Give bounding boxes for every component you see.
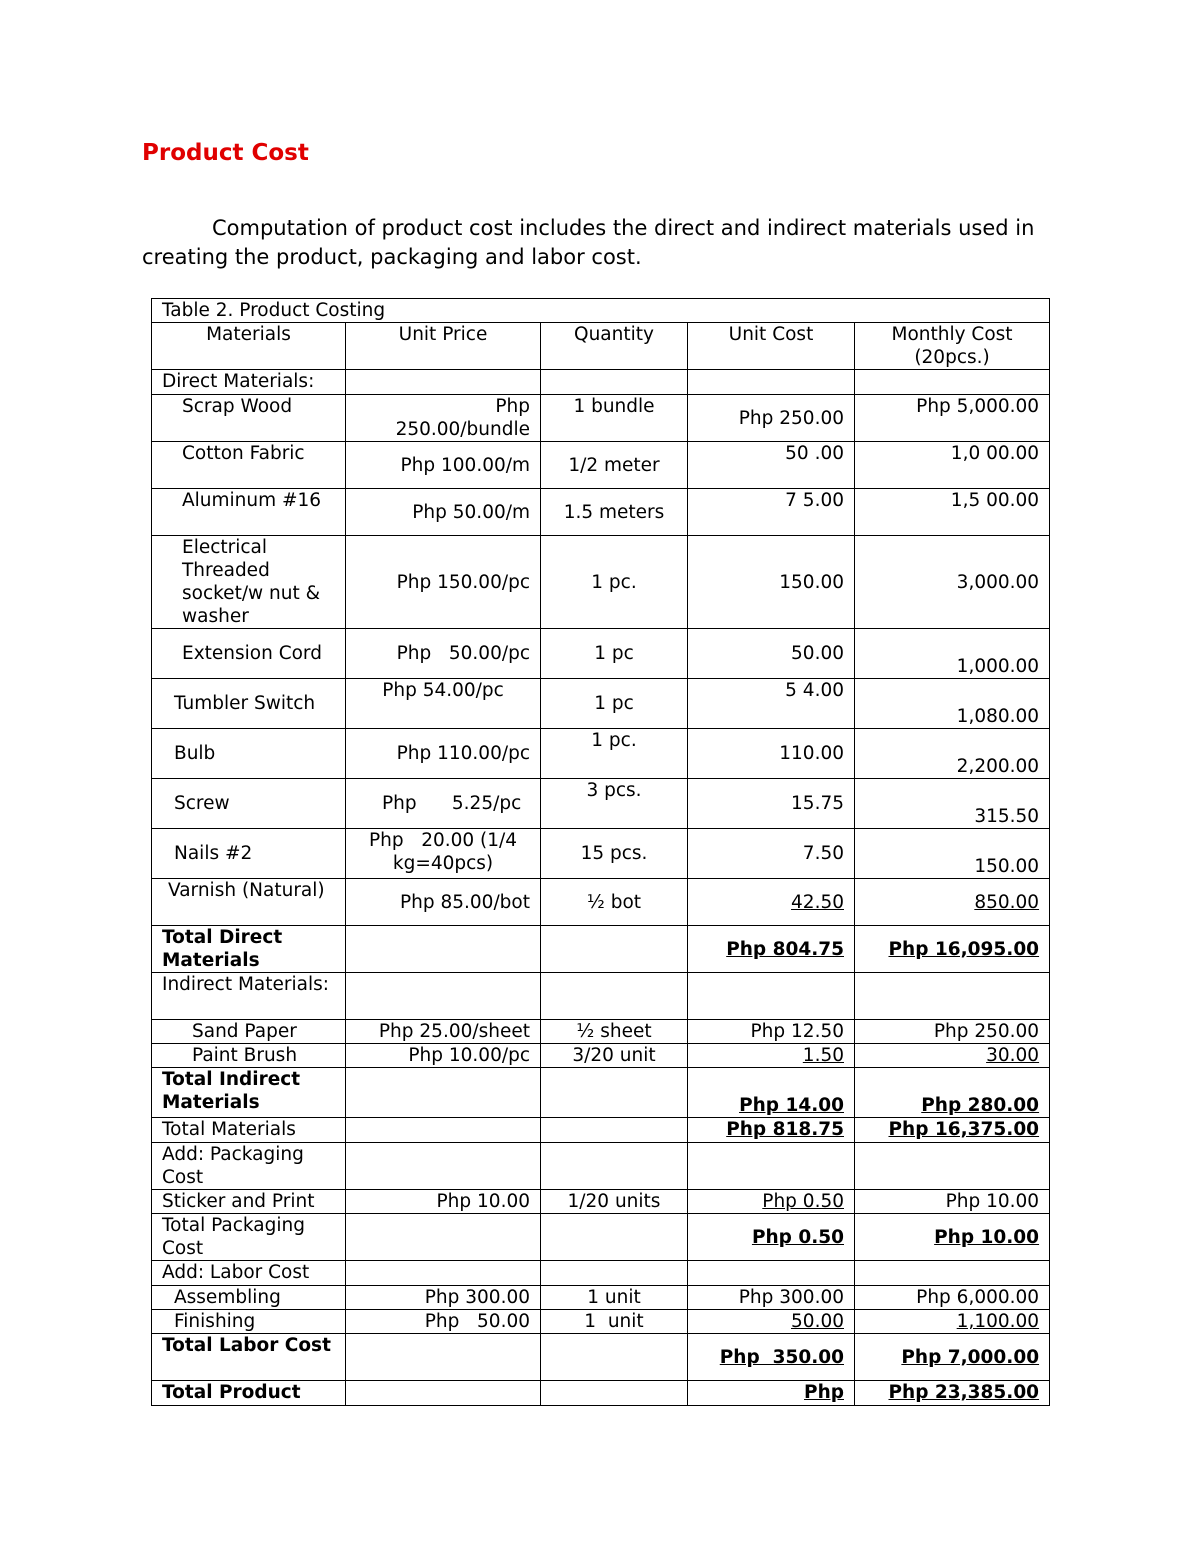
unit-price: Php 50.00/pc <box>346 629 541 679</box>
unit-price: Php 50.00 <box>346 1310 541 1334</box>
table-row <box>152 1044 1050 1068</box>
monthly-cost: 30.00 <box>855 1044 1050 1068</box>
unit-cost: 150.00 <box>688 536 855 629</box>
quantity: 3 pcs. <box>541 779 688 829</box>
table-row <box>152 679 1050 729</box>
table-row <box>152 779 1050 829</box>
total-indirect-monthly: Php 280.00 <box>855 1068 1050 1118</box>
section-direct-label: Direct Materials: <box>152 370 346 395</box>
quantity: 1 unit <box>541 1286 688 1310</box>
material-name: Scrap Wood <box>152 395 346 442</box>
table-row <box>152 1190 1050 1214</box>
table-caption: Table 2. Product Costing <box>152 299 1050 323</box>
unit-price: Php 100.00/m <box>346 442 541 489</box>
table-row <box>152 729 1050 779</box>
total-row <box>152 1068 1050 1118</box>
unit-price: Php 10.00/pc <box>346 1044 541 1068</box>
monthly-cost: Php 10.00 <box>855 1190 1050 1214</box>
unit-cost: Php 0.50 <box>688 1190 855 1214</box>
total-direct-label: Total Direct Materials <box>152 926 346 973</box>
total-labor-monthly: Php 7,000.00 <box>855 1334 1050 1381</box>
monthly-cost: Php 5,000.00 <box>855 395 1050 442</box>
unit-price: Php 5.25/pc <box>346 779 541 829</box>
unit-price: Php 250.00/bundle <box>346 395 541 442</box>
monthly-cost: 1,100.00 <box>855 1310 1050 1334</box>
unit-cost: 42.50 <box>688 879 855 926</box>
table-row <box>152 1310 1050 1334</box>
table-row <box>152 442 1050 489</box>
total-materials-label: Total Materials <box>152 1118 346 1143</box>
unit-cost: Php 12.50 <box>688 1020 855 1044</box>
page-heading: Product Cost <box>142 140 309 166</box>
section-labor-label: Add: Labor Cost <box>152 1261 346 1286</box>
header-materials: Materials <box>152 323 346 370</box>
unit-price: Php 300.00 <box>346 1286 541 1310</box>
unit-price: Php 150.00/pc <box>346 536 541 629</box>
total-row <box>152 1214 1050 1261</box>
header-row <box>152 323 1050 370</box>
unit-price: Php 54.00/pc <box>346 679 541 729</box>
material-name: Assembling <box>152 1286 346 1310</box>
total-indirect-unit: Php 14.00 <box>688 1068 855 1118</box>
quantity: 1.5 meters <box>541 489 688 536</box>
unit-price: Php 50.00/m <box>346 489 541 536</box>
material-name: Sticker and Print <box>152 1190 346 1214</box>
table-row <box>152 536 1050 629</box>
material-name: Cotton Fabric <box>152 442 346 489</box>
unit-cost: Php 300.00 <box>688 1286 855 1310</box>
monthly-cost: 850.00 <box>855 879 1050 926</box>
monthly-cost: Php 250.00 <box>855 1020 1050 1044</box>
unit-cost: 1.50 <box>688 1044 855 1068</box>
monthly-cost: 1,000.00 <box>855 629 1050 679</box>
total-product-unit: Php <box>688 1381 855 1406</box>
quantity: 3/20 unit <box>541 1044 688 1068</box>
unit-price: Php 10.00 <box>346 1190 541 1214</box>
unit-cost: 15.75 <box>688 779 855 829</box>
header-unit-price: Unit Price <box>346 323 541 370</box>
quantity: 1 unit <box>541 1310 688 1334</box>
monthly-cost: 2,200.00 <box>855 729 1050 779</box>
material-name: Paint Brush <box>152 1044 346 1068</box>
table-row <box>152 1286 1050 1310</box>
total-packaging-label: Total Packaging Cost <box>152 1214 346 1261</box>
total-materials-unit: Php 818.75 <box>688 1118 855 1143</box>
unit-cost: 50.00 <box>688 1310 855 1334</box>
total-row <box>152 1334 1050 1381</box>
monthly-cost: 1,5 00.00 <box>855 489 1050 536</box>
quantity: ½ bot <box>541 879 688 926</box>
header-quantity: Quantity <box>541 323 688 370</box>
material-name: Screw <box>152 779 346 829</box>
unit-cost: 110.00 <box>688 729 855 779</box>
unit-cost: 7.50 <box>688 829 855 879</box>
monthly-cost: Php 6,000.00 <box>855 1286 1050 1310</box>
monthly-cost: 3,000.00 <box>855 536 1050 629</box>
quantity: 1 pc. <box>541 729 688 779</box>
material-name: Nails #2 <box>152 829 346 879</box>
quantity: 1 pc <box>541 629 688 679</box>
table-row <box>152 879 1050 926</box>
table-row <box>152 1020 1050 1044</box>
quantity: ½ sheet <box>541 1020 688 1044</box>
total-packaging-unit: Php 0.50 <box>688 1214 855 1261</box>
total-direct-monthly: Php 16,095.00 <box>855 926 1050 973</box>
header-unit-cost: Unit Cost <box>688 323 855 370</box>
monthly-cost: 150.00 <box>855 829 1050 879</box>
section-row <box>152 1261 1050 1286</box>
total-direct-unit: Php 804.75 <box>688 926 855 973</box>
table-row <box>152 489 1050 536</box>
total-row <box>152 1118 1050 1143</box>
total-labor-label: Total Labor Cost <box>152 1334 346 1381</box>
table-row <box>152 629 1050 679</box>
unit-cost: 5 4.00 <box>688 679 855 729</box>
material-name: Extension Cord <box>152 629 346 679</box>
section-packaging-label: Add: Packaging Cost <box>152 1143 346 1190</box>
material-name: Finishing <box>152 1310 346 1334</box>
header-monthly-cost: Monthly Cost (20pcs.) <box>855 323 1050 370</box>
quantity: 1 bundle <box>541 395 688 442</box>
total-product-label: Total Product <box>152 1381 346 1406</box>
total-row <box>152 1381 1050 1406</box>
unit-cost: 7 5.00 <box>688 489 855 536</box>
material-name: Aluminum #16 <box>152 489 346 536</box>
material-name: Bulb <box>152 729 346 779</box>
unit-cost: 50 .00 <box>688 442 855 489</box>
section-row <box>152 973 1050 1020</box>
total-indirect-label: Total Indirect Materials <box>152 1068 346 1118</box>
product-costing-table <box>151 298 1050 1406</box>
material-name: Sand Paper <box>152 1020 346 1044</box>
section-indirect-label: Indirect Materials: <box>152 973 346 1020</box>
unit-price: Php 110.00/pc <box>346 729 541 779</box>
intro-paragraph: Computation of product cost includes the direct and indirect materials used in creating the product, packaging and labor cost. <box>142 216 1035 269</box>
unit-price: Php 20.00 (1/4 kg=40pcs) <box>346 829 541 879</box>
section-row <box>152 1143 1050 1190</box>
monthly-cost: 315.50 <box>855 779 1050 829</box>
material-name: Electrical Threaded socket/w nut & washer <box>152 536 346 629</box>
monthly-cost: 1,080.00 <box>855 679 1050 729</box>
table-row <box>152 395 1050 442</box>
quantity: 1/2 meter <box>541 442 688 489</box>
total-materials-monthly: Php 16,375.00 <box>855 1118 1050 1143</box>
material-name: Varnish (Natural) <box>152 879 346 926</box>
unit-price: Php 85.00/bot <box>346 879 541 926</box>
quantity: 15 pcs. <box>541 829 688 879</box>
quantity: 1 pc <box>541 679 688 729</box>
unit-cost: 50.00 <box>688 629 855 679</box>
unit-price: Php 25.00/sheet <box>346 1020 541 1044</box>
total-labor-unit: Php 350.00 <box>688 1334 855 1381</box>
total-product-monthly: Php 23,385.00 <box>855 1381 1050 1406</box>
quantity: 1 pc. <box>541 536 688 629</box>
unit-cost: Php 250.00 <box>688 395 855 442</box>
monthly-cost: 1,0 00.00 <box>855 442 1050 489</box>
total-packaging-monthly: Php 10.00 <box>855 1214 1050 1261</box>
quantity: 1/20 units <box>541 1190 688 1214</box>
section-row <box>152 370 1050 395</box>
material-name: Tumbler Switch <box>152 679 346 729</box>
table-row <box>152 829 1050 879</box>
total-row <box>152 926 1050 973</box>
